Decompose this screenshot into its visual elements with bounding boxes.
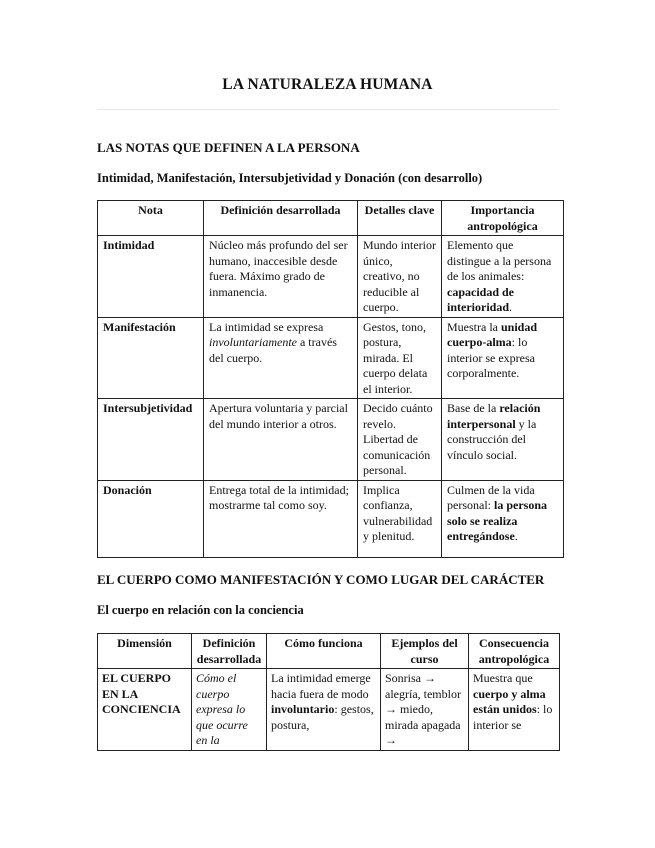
table-header-row	[98, 201, 564, 236]
cell-nota: Intersubjetividad	[98, 399, 204, 481]
cell-importancia: Culmen de la vida personal: la persona solo se realiza entregándose.	[442, 480, 564, 557]
cell-definicion: Entrega total de la intimidad; mostrarme tal como soy.	[204, 480, 358, 557]
section2-subheading: El cuerpo en relación con la conciencia	[97, 603, 304, 617]
cell-ejemplos: Sonrisa → alegría, temblor → miedo, mirada apagada →	[381, 669, 469, 751]
table-row	[98, 317, 564, 399]
cell-nota: Intimidad	[98, 236, 204, 318]
table-row	[98, 399, 564, 481]
notas-table	[97, 200, 564, 558]
header-dimension: Dimensión	[98, 634, 192, 669]
header-ejemplos: Ejemplos del curso	[381, 634, 469, 669]
cell-definicion: La intimidad se expresa involuntariamente a través del cuerpo.	[204, 317, 358, 399]
cell-dimension: EL CUERPO EN LA CONCIENCIA	[98, 669, 192, 751]
cell-detalles: Gestos, tono, postura, mirada. El cuerpo delata el interior.	[358, 317, 442, 399]
cell-detalles: Mundo interior único, creativo, no reducible al cuerpo.	[358, 236, 442, 318]
document-title: LA NATURALEZA HUMANA	[222, 76, 433, 93]
cell-nota: Donación	[98, 480, 204, 557]
header-funciona: Cómo funciona	[267, 634, 381, 669]
cell-funciona: La intimidad emerge hacia fuera de modo involuntario: gestos, postura,	[267, 669, 381, 751]
cell-importancia: Elemento que distingue a la persona de los animales: capacidad de interioridad.	[442, 236, 564, 318]
cell-definicion: Núcleo más profundo del ser humano, inaccesible desde fuera. Máximo grado de inmanencia.	[204, 236, 358, 318]
header-nota: Nota	[98, 201, 204, 236]
cell-detalles: Decido cuánto revelo. Libertad de comunicación personal.	[358, 399, 442, 481]
header-consecuencia: Consecuencia antropológica	[469, 634, 560, 669]
cell-importancia: Muestra la unidad cuerpo-alma: lo interior se expresa corporalmente.	[442, 317, 564, 399]
table-row	[98, 236, 564, 318]
header-definicion: Definición desarrollada	[192, 634, 267, 669]
header-importancia: Importancia antropológica	[442, 201, 564, 236]
cuerpo-table	[97, 633, 560, 751]
cell-definicion: Apertura voluntaria y parcial del mundo interior a otros.	[204, 399, 358, 481]
cell-detalles: Implica confianza, vulnerabilidad y plenitud.	[358, 480, 442, 557]
header-detalles: Detalles clave	[358, 201, 442, 236]
cell-consecuencia: Muestra que cuerpo y alma están unidos: lo interior se	[469, 669, 560, 751]
header-definicion: Definición desarrollada	[204, 201, 358, 236]
cell-importancia: Base de la relación interpersonal y la construcción del vínculo social.	[442, 399, 564, 481]
title-divider	[97, 109, 558, 110]
cell-definicion: Cómo el cuerpo expresa lo que ocurre en la	[192, 669, 267, 751]
table-row	[98, 669, 560, 751]
table-header-row	[98, 634, 560, 669]
section2-heading: EL CUERPO COMO MANIFESTACIÓN Y COMO LUGAR DEL CARÁCTER	[97, 572, 545, 587]
section1-subheading: Intimidad, Manifestación, Intersubjetividad y Donación (con desarrollo)	[97, 171, 483, 185]
section1-heading: LAS NOTAS QUE DEFINEN A LA PERSONA	[97, 140, 360, 155]
table-row	[98, 480, 564, 557]
cell-nota: Manifestación	[98, 317, 204, 399]
